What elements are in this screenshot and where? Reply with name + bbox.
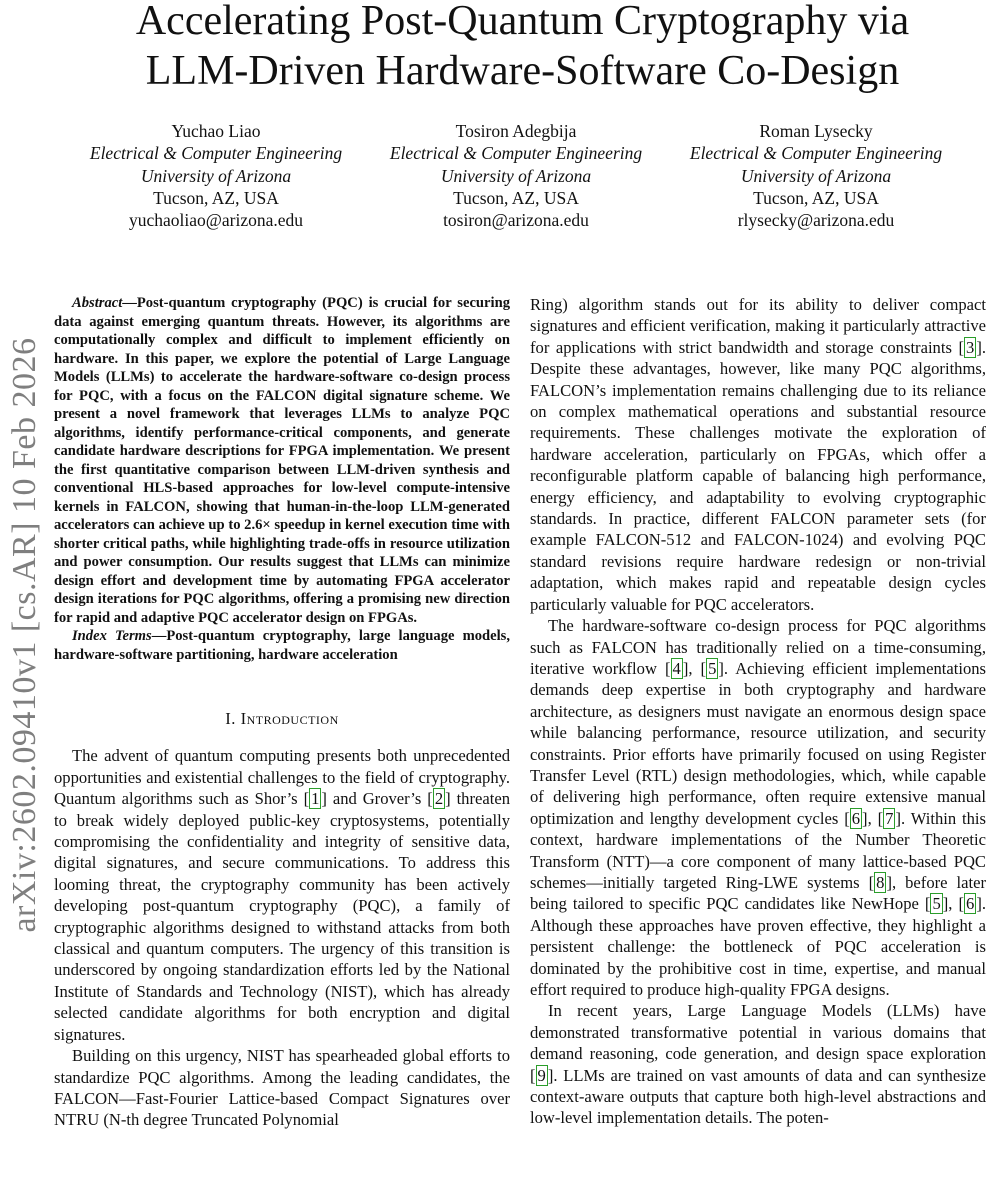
section-title: Introduction <box>240 709 339 728</box>
author-email[interactable]: yuchaoliao@arizona.edu <box>128 210 304 231</box>
author-dept: Electrical & Computer Engineering <box>89 143 343 164</box>
intro-paragraph-2: Building on this urgency, NIST has spearheaded global efforts to standardize PQC algorithms. Among the leading candidates, the FALCON—Fast-Fourier Lattice-based Compact Signatures over NTRU (N-th degree Truncated Polynomial <box>54 1046 510 1130</box>
citation-link[interactable]: 6 <box>851 808 861 828</box>
author-name: Roman Lysecky <box>759 121 873 141</box>
abstract <box>54 294 510 664</box>
citation-link[interactable]: 5 <box>708 658 717 678</box>
citation-link[interactable]: 5 <box>932 894 941 914</box>
author-email[interactable]: tosiron@arizona.edu <box>443 210 589 231</box>
abstract-label: Abstract <box>72 295 123 311</box>
author-univ: University of Arizona <box>140 165 292 186</box>
intro-paragraph-4: In recent years, Large Language Models (LLMs) have demonstrated transformative potential in various domains that demand reasoning, code generation, and design space exploration [ 9 ]. LLMs are trained on vast amounts of data and can synthesize context-aware outputs that capture both high-level abstractions and low-level implementation details. The poten- <box>530 1001 986 1128</box>
citation-link[interactable]: 2 <box>434 789 444 809</box>
author-dept: Electrical & Computer Engineering <box>389 143 643 164</box>
author-location: Tucson, AZ, USA <box>453 187 579 208</box>
citation-link[interactable]: 8 <box>876 872 885 892</box>
author-location: Tucson, AZ, USA <box>753 187 879 208</box>
citation-link[interactable]: 6 <box>966 894 975 914</box>
author-block-3 <box>666 120 966 231</box>
section-heading-introduction <box>54 708 510 729</box>
author-name: Yuchao Liao <box>171 121 261 141</box>
author-block-2 <box>366 120 666 231</box>
author-block-1 <box>66 120 366 231</box>
author-location: Tucson, AZ, USA <box>153 187 279 208</box>
author-email[interactable]: rlysecky@arizona.edu <box>737 210 895 231</box>
author-univ: University of Arizona <box>440 165 592 186</box>
intro-paragraph-1: The advent of quantum computing presents both unprecedented opportunities and existential challenges to the field of cryptography. Quantum algorithms such as Shor’s [ 1 ] and Grover’s [ 2 ] threaten to break widely deployed public-key cryptosystems, potentially compromising the confidentiality and integrity of sensitive data, digital signatures, and secure communications. To address this looming threat, the cryptography community has been actively developing post-quantum cryptography (PQC), a family of cryptographic algorithms designed to withstand attacks from both classical and quantum computers. The urgency of this transition is underscored by ongoing standardization efforts led by the National Institute of Standards and Technology (NIST), which has already selected candidate algorithms for both encryption and digital signatures. <box>54 746 511 1044</box>
intro-paragraph-2-cont: Ring) algorithm stands out for its ability to deliver compact signatures and efficient verification, making it particularly attractive for applications with strict bandwidth and storage constraints [ 3 ]. Despite these advantages, however, like many PQC algorithms, FALCON’s implementation remains challenging due to its reliance on complex mathematical operations and substantial resource requirements. These challenges motivate the exploration of hardware acceleration, particularly on FPGAs, which offer a reconfigurable platform capable of balancing high performance, energy efficiency, and adaptability to evolving cryptographic standards. In practice, different FALCON parameter sets (for example FALCON-512 and FALCON-1024) and evolving PQC standard revisions require hardware redesign or non-trivial adaptation, which makes rapid and repeatable design cycles particularly valuable for PQC accelerators. <box>530 295 986 614</box>
citation-link[interactable]: 1 <box>311 789 320 809</box>
arxiv-identifier: arXiv:2602.09410v1 [cs.AR] 10 Feb 2026 <box>6 337 43 933</box>
section-number: I. <box>225 709 241 728</box>
citation-link[interactable]: 3 <box>966 337 975 357</box>
title-line-2: LLM-Driven Hardware-Software Co-Design <box>145 48 900 94</box>
citation-link[interactable]: 4 <box>672 658 681 678</box>
author-univ: University of Arizona <box>740 165 892 186</box>
right-column <box>530 294 986 1129</box>
paper-title <box>60 0 985 96</box>
citation-link[interactable]: 7 <box>885 808 894 828</box>
intro-paragraph-3: The hardware-software co-design process for PQC algorithms such as FALCON has traditionally relied on a time-consuming, iterative workflow [ 4 ], [ 5 ]. Achieving efficient implementations demands deep expertise in both cryptography and hardware architecture, as designers must navigate an enormous design space while balancing performance, resource utilization, and security constraints. Prior efforts have primarily focused on using Register Transfer Level (RTL) design methodologies, which, while capable of delivering high performance, often require extensive manual optimization and lengthy development cycles [ 6 ], [ 7 ]. Within this context, hardware implementations of the Number Theoretic Transform (NTT)—a core component of many lattice-based PQC schemes—initially targeted Ring-LWE systems [ 8 ], before later being tailored to specific PQC candidates like NewHope [ 5 ], [ 6 ]. Although these approaches have proven effective, they highlight a persistent challenge: the bottleneck of PQC acceleration is dominated by the prohibitive cost in time, expertise, and manual effort required to produce high-quality FPGA designs. <box>530 616 986 999</box>
index-terms-text: —Post-quantum cryptography, large language models, hardware-software partitioning, hardware acceleration <box>54 628 510 663</box>
author-name: Tosiron Adegbija <box>455 121 577 141</box>
left-column <box>54 294 510 1131</box>
title-line-1: Accelerating Post-Quantum Cryptography via <box>135 0 910 44</box>
author-dept: Electrical & Computer Engineering <box>689 143 943 164</box>
citation-link[interactable]: 9 <box>537 1065 546 1085</box>
abstract-text: —Post-quantum cryptography (PQC) is crucial for securing data against emerging quantum threats. However, its algorithms are computationally complex and difficult to implement efficiently on hardware. In this paper, we explore the potential of Large Language Models (LLMs) to accelerate the hardware-software co-design process for PQC, with a focus on the FALCON digital signature scheme. We present a novel framework that leverages LLMs to analyze PQC algorithms, identify performance-critical components, and generate candidate hardware descriptions for FPGA implementation. We present the first quantitative comparison between LLM-driven synthesis and conventional HLS-based approaches for low-level compute-intensive kernels in FALCON, showing that human-in-the-loop LLM-generated accelerators can achieve up to 2.6× speedup in kernel execution time with shorter critical paths, while highlighting trade-offs in resource utilization and power consumption. Our results suggest that LLMs can minimize design effort and development time by automating FPGA accelerator design iterations for PQC algorithms, offering a promising new direction for rapid and adaptive PQC accelerator design on FPGAs. <box>54 295 510 626</box>
index-terms-label: Index Terms <box>72 628 152 644</box>
